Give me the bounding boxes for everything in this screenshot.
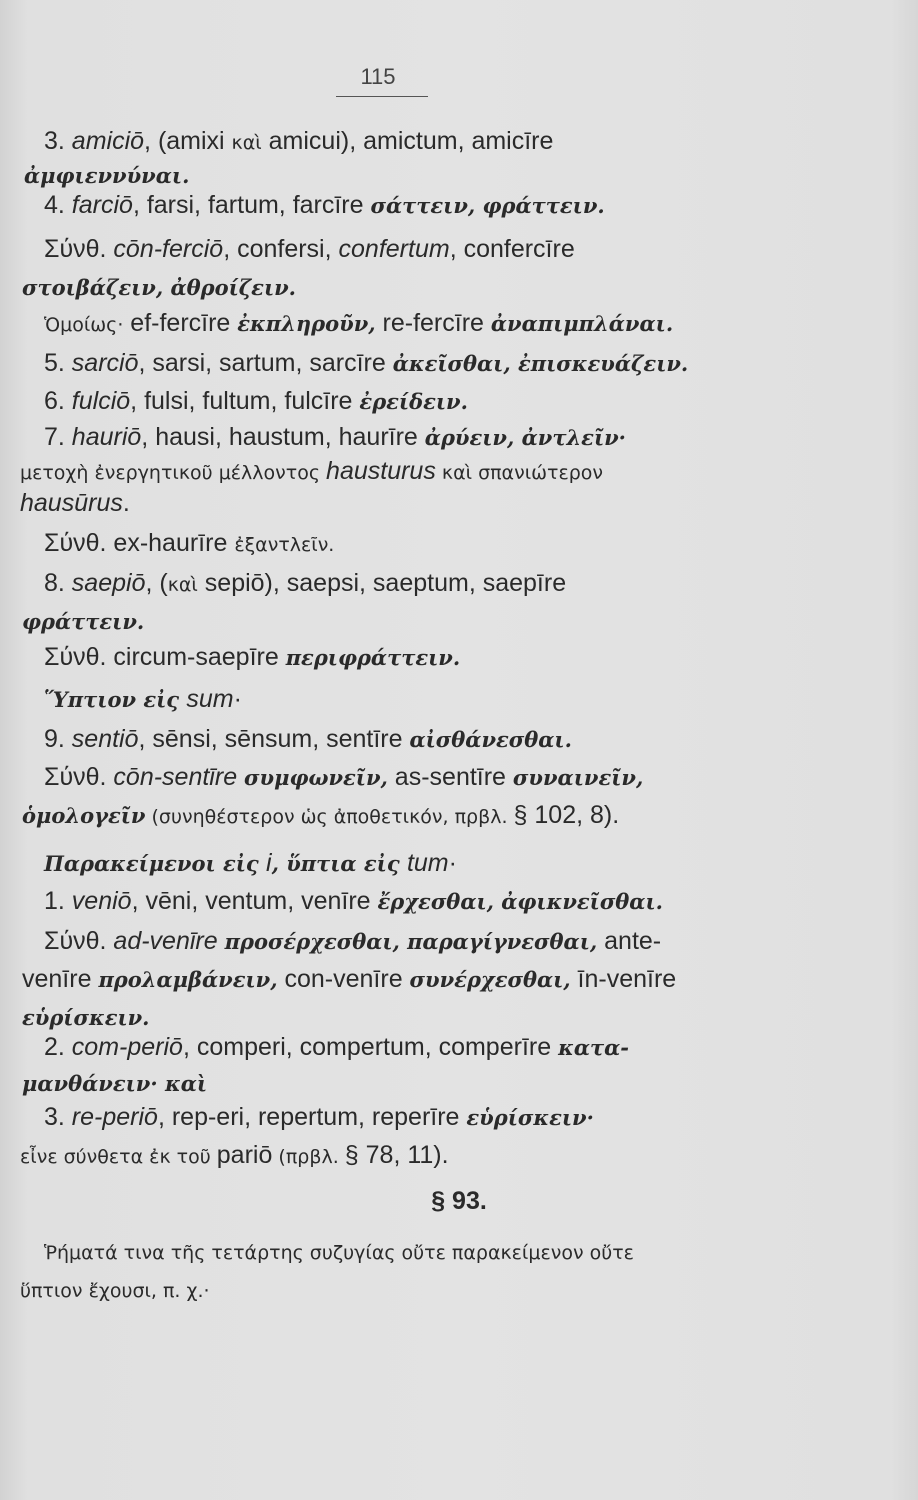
text-line: 3. re-periō, rep-eri, repertum, reperīre εὑρίσκειν·: [44, 1103, 594, 1131]
page-number: 115: [360, 64, 396, 89]
text-line: 1. veniō, vēni, ventum, venīre ἔρχεσθαι, ἀφικνεῖσθαι.: [44, 887, 663, 915]
text-line: φράττειν.: [22, 609, 145, 634]
text-line: venīre προλαμβάνειν, con-venīre συνέρχεσθαι, īn-venīre: [22, 965, 677, 993]
text-line: 2. com-periō, comperi, compertum, comperīre κατα-: [44, 1033, 629, 1061]
text-line: Σύνθ. circum-saepīre περιφράττειν.: [44, 643, 461, 671]
text-line: Ὁμοίως· ef-fercīre ἐκπληροῦν, re-fercīre ἀναπιμπλάναι.: [44, 309, 674, 337]
text-line: μανθάνειν· καὶ: [22, 1071, 208, 1096]
text-line: στοιβάζειν, ἀθροίζειν.: [22, 275, 296, 300]
text-line: μετοχὴ ἐνεργητικοῦ μέλλοντος hausturus καὶ σπανιώτερον: [20, 457, 604, 485]
text-line: ἀμφιεννύναι.: [24, 163, 190, 188]
text-line: Σύνθ. ad-venīre προσέρχεσθαι, παραγίγνεσθαι, ante-: [44, 927, 662, 955]
text-line: 3. amiciō, (amixi καὶ amicui), amictum, amicīre: [44, 127, 554, 155]
text-line: Ὕπτιον εἰς sum·: [44, 685, 242, 713]
text-line: Σύνθ. cōn-ferciō, confersi, confertum, confercīre: [44, 235, 575, 263]
section-heading: § 93.: [431, 1187, 487, 1215]
text-line: Σύνθ. ex-haurīre ἐξαντλεῖν.: [44, 529, 335, 557]
text-line: εὑρίσκειν.: [22, 1005, 150, 1030]
text-line: 7. hauriō, hausi, haustum, haurīre ἀρύειν, ἀντλεῖν·: [44, 423, 626, 451]
page-number-rule: [336, 96, 428, 97]
text-line: 4. farciō, farsi, fartum, farcīre σάττειν, φράττειν.: [44, 191, 605, 219]
text-line: 9. sentiō, sēnsi, sēnsum, sentīre αἰσθάνεσθαι.: [44, 725, 572, 753]
text-line: Παρακείμενοι εἰς i, ὕπτια εἰς tum·: [44, 849, 457, 877]
text-line: Ῥήματά τινα τῆς τετάρτης συζυγίας οὔτε παρακείμενον οὔτε: [44, 1242, 634, 1264]
text-line: Σύνθ. cōn-sentīre συμφωνεῖν, as-sentīre συναινεῖν,: [44, 763, 644, 791]
text-line: ὁμολογεῖν (συνηθέστερον ὡς ἀποθετικόν, πρβλ. § 102, 8).: [22, 801, 620, 829]
text-line: hausūrus.: [20, 489, 130, 517]
text-line: ὕπτιον ἔχουσι, π. χ.·: [20, 1280, 210, 1302]
text-line: 5. sarciō, sarsi, sartum, sarcīre ἀκεῖσθαι, ἐπισκευάζειν.: [44, 349, 689, 377]
text-line: 8. saepiō, (καὶ sepiō), saepsi, saeptum, saepīre: [44, 569, 567, 597]
text-line: 6. fulciō, fulsi, fultum, fulcīre ἐρείδειν.: [44, 387, 468, 415]
text-line: εἶνε σύνθετα ἐκ τοῦ pariō (πρβλ. § 78, 11).: [20, 1141, 449, 1169]
